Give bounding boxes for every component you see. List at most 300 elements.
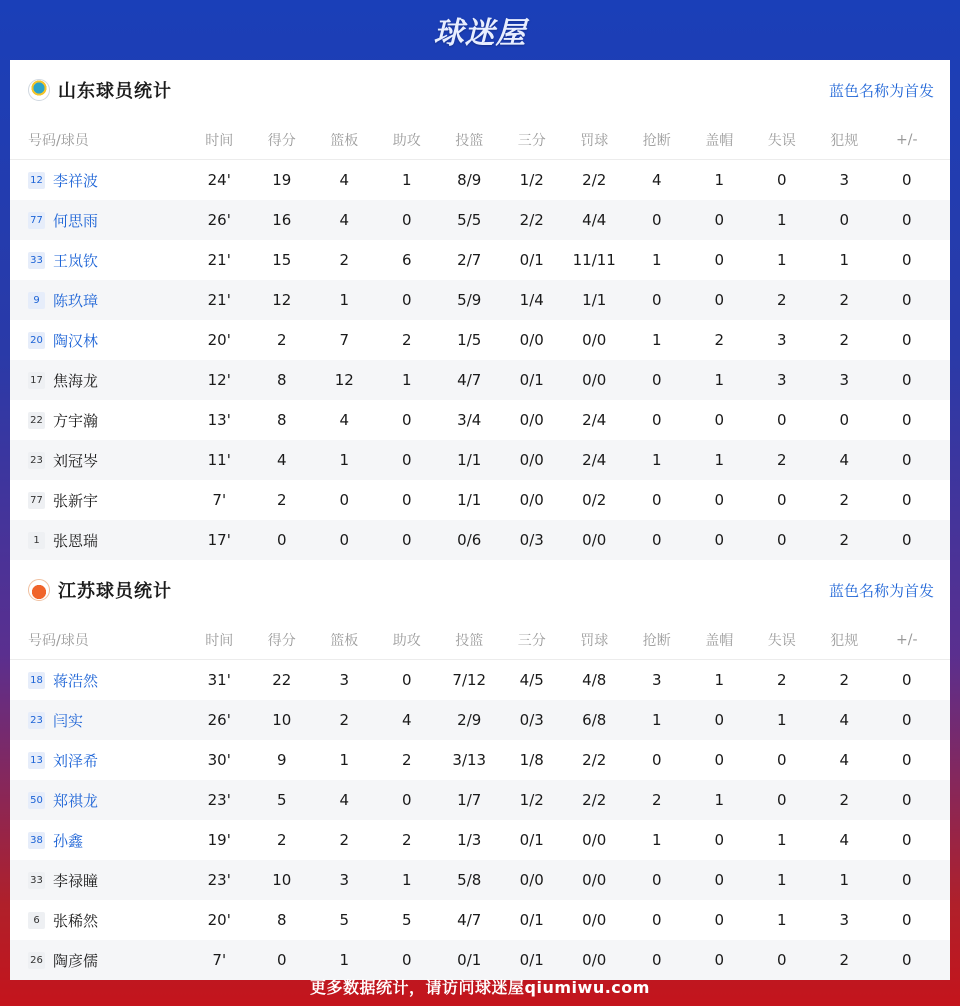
player-name[interactable]: 刘泽希	[53, 751, 99, 770]
player-name[interactable]: 王岚钦	[53, 251, 99, 270]
stat-cell: 0	[901, 871, 912, 889]
stat-cell: 0/3	[519, 711, 544, 729]
brand-logo: 球迷屋	[433, 16, 527, 51]
stat-cell: 4	[401, 711, 412, 729]
player-name[interactable]: 陶彦儒	[53, 951, 99, 970]
starter-legend: 蓝色名称为首发	[828, 581, 934, 600]
stat-cell: 0	[714, 831, 725, 849]
stat-cell: 4	[339, 171, 350, 189]
stat-cell: 8	[276, 371, 287, 389]
stat-cell: 0	[839, 411, 850, 429]
stat-cell: 8	[276, 411, 287, 429]
jersey-number: 1	[28, 532, 45, 549]
stat-cell: 4	[839, 711, 850, 729]
player-name[interactable]: 何思雨	[53, 211, 99, 230]
stat-cell: 2/7	[457, 251, 482, 269]
stat-cell: 1	[776, 711, 787, 729]
table-header	[10, 620, 950, 660]
stat-cell: 1	[401, 171, 412, 189]
stat-cell: 2	[339, 711, 350, 729]
player-row[interactable]	[10, 280, 950, 320]
stat-cell: 0	[901, 671, 912, 689]
stat-cell: 0	[401, 531, 412, 549]
stat-cell: 0	[651, 911, 662, 929]
column-header: 号码/球员	[28, 132, 89, 149]
player-cell	[10, 250, 188, 271]
stat-cell: 0	[776, 791, 787, 809]
player-row[interactable]	[10, 780, 950, 820]
stat-cell: 1/3	[457, 831, 482, 849]
player-cell	[10, 210, 188, 231]
jersey-number: 33	[28, 252, 45, 269]
stat-cell: 2	[839, 491, 850, 509]
stat-cell: 0/3	[519, 531, 544, 549]
stat-cell: 2	[401, 751, 412, 769]
column-header: +/-	[896, 131, 918, 148]
stat-cell: 2/2	[582, 791, 607, 809]
stat-cell: 0	[651, 411, 662, 429]
stat-cell: 0/1	[457, 951, 482, 969]
stat-cell: 1	[714, 451, 725, 469]
player-cell	[10, 910, 188, 931]
player-row[interactable]	[10, 320, 950, 360]
stat-cell: 1/5	[457, 331, 482, 349]
player-cell	[10, 830, 188, 851]
section-header	[10, 60, 950, 120]
stat-cell: 0	[651, 211, 662, 229]
stat-cell: 4	[839, 751, 850, 769]
stat-cell: 2	[401, 831, 412, 849]
column-header: 得分	[267, 132, 296, 149]
stat-cell: 8	[276, 911, 287, 929]
stat-cell: 1	[339, 291, 350, 309]
stat-cell: 10	[272, 711, 292, 729]
stat-cell: 0	[401, 791, 412, 809]
stat-cell: 0	[776, 951, 787, 969]
stat-cell: 0	[714, 291, 725, 309]
stat-cell: 31'	[207, 671, 231, 689]
stat-cell: 2	[839, 331, 850, 349]
stat-cell: 0	[901, 831, 912, 849]
stat-cell: 1	[339, 951, 350, 969]
stat-cell: 0	[714, 491, 725, 509]
player-cell	[10, 170, 188, 191]
stat-cell: 0/0	[582, 911, 607, 929]
column-header: 得分	[267, 632, 296, 649]
stat-cell: 0	[901, 291, 912, 309]
stat-cell: 2/4	[582, 411, 607, 429]
stat-cell: 21'	[207, 291, 231, 309]
jersey-number: 20	[28, 332, 45, 349]
stat-cell: 0/0	[519, 451, 544, 469]
stat-cell: 0	[714, 751, 725, 769]
stat-cell: 0	[401, 671, 412, 689]
player-name[interactable]: 张恩瑞	[53, 531, 99, 550]
stat-cell: 1	[839, 251, 850, 269]
stat-cell: 2/2	[582, 751, 607, 769]
stat-cell: 1	[651, 831, 662, 849]
stat-cell: 0	[901, 171, 912, 189]
jersey-number: 23	[28, 452, 45, 469]
player-cell	[10, 870, 188, 891]
stat-cell: 0	[339, 491, 350, 509]
player-row[interactable]	[10, 520, 950, 560]
team-section	[10, 560, 950, 980]
stat-cell: 0/0	[582, 331, 607, 349]
stat-cell: 0	[901, 531, 912, 549]
stat-cell: 0	[401, 291, 412, 309]
stat-cell: 1	[714, 791, 725, 809]
stat-cell: 19	[272, 171, 292, 189]
stat-cell: 1	[401, 871, 412, 889]
stat-cell: 30'	[207, 751, 231, 769]
footer-promo[interactable]: 更多数据统计，请访问球迷屋qiumiwu.com	[310, 977, 650, 997]
stat-cell: 0	[901, 491, 912, 509]
stat-cell: 1	[651, 251, 662, 269]
stat-cell: 3	[776, 331, 787, 349]
stat-cell: 0/1	[519, 911, 544, 929]
stat-cell: 7'	[212, 491, 227, 509]
stat-cell: 1/1	[457, 451, 482, 469]
stat-cell: 26'	[207, 711, 231, 729]
stat-cell: 0	[714, 951, 725, 969]
stat-cell: 0	[276, 951, 287, 969]
player-cell	[10, 330, 188, 351]
stats-card	[10, 60, 950, 970]
stat-cell: 0	[276, 531, 287, 549]
stat-cell: 5	[339, 911, 350, 929]
stat-cell: 11'	[207, 451, 231, 469]
stat-cell: 1	[714, 671, 725, 689]
stat-cell: 0	[839, 211, 850, 229]
column-header: 抢断	[642, 132, 671, 149]
stat-cell: 0/6	[457, 531, 482, 549]
player-name[interactable]: 方宇瀚	[53, 411, 99, 430]
stat-cell: 8/9	[457, 171, 482, 189]
stat-cell: 3/13	[452, 751, 487, 769]
column-header: 篮板	[330, 632, 359, 649]
stat-cell: 23'	[207, 871, 231, 889]
stat-cell: 23'	[207, 791, 231, 809]
stat-cell: 1/1	[582, 291, 607, 309]
stat-cell: 1	[776, 911, 787, 929]
player-row[interactable]	[10, 240, 950, 280]
jiangsu-team-logo-icon	[28, 579, 50, 601]
stat-cell: 1/4	[519, 291, 544, 309]
stat-cell: 2	[839, 531, 850, 549]
stat-cell: 0/2	[582, 491, 607, 509]
stat-cell: 2/2	[519, 211, 544, 229]
player-name[interactable]: 孙鑫	[53, 831, 84, 850]
stat-cell: 11/11	[572, 251, 616, 269]
section-header	[10, 560, 950, 620]
stat-cell: 1	[776, 831, 787, 849]
player-row[interactable]	[10, 700, 950, 740]
stat-cell: 0	[651, 871, 662, 889]
column-header: 助攻	[392, 132, 421, 149]
stat-cell: 1	[339, 751, 350, 769]
stat-cell: 0	[401, 211, 412, 229]
stat-cell: 0/0	[582, 871, 607, 889]
stat-cell: 1	[401, 371, 412, 389]
jersey-number: 6	[28, 912, 45, 929]
jersey-number: 50	[28, 792, 45, 809]
column-header: 投篮	[455, 132, 484, 149]
stat-cell: 4	[839, 831, 850, 849]
player-name[interactable]: 郑祺龙	[53, 791, 99, 810]
stat-cell: 1/7	[457, 791, 482, 809]
stat-cell: 6	[401, 251, 412, 269]
stat-cell: 0	[776, 171, 787, 189]
player-name[interactable]: 蒋浩然	[53, 671, 99, 690]
stat-cell: 4/8	[582, 671, 607, 689]
stat-cell: 0	[901, 451, 912, 469]
stat-cell: 0	[714, 711, 725, 729]
player-row[interactable]	[10, 160, 950, 200]
stat-cell: 20'	[207, 911, 231, 929]
stat-cell: 1	[839, 871, 850, 889]
player-name[interactable]: 闫实	[53, 711, 84, 730]
player-row[interactable]	[10, 400, 950, 440]
column-header: 盖帽	[705, 632, 734, 649]
stat-cell: 4	[276, 451, 287, 469]
stat-cell: 0	[901, 331, 912, 349]
stat-cell: 2	[339, 831, 350, 849]
stat-cell: 24'	[207, 171, 231, 189]
stat-cell: 26'	[207, 211, 231, 229]
stat-cell: 4	[651, 171, 662, 189]
player-cell	[10, 410, 188, 431]
stat-cell: 7	[339, 331, 350, 349]
team-name: 江苏球员统计	[58, 581, 172, 602]
stat-cell: 0/0	[519, 491, 544, 509]
stat-cell: 3	[651, 671, 662, 689]
stat-cell: 12	[272, 291, 292, 309]
player-name[interactable]: 李禄瞳	[53, 871, 99, 890]
team-name: 山东球员统计	[58, 81, 172, 102]
team-title	[28, 577, 172, 603]
stat-cell: 2	[839, 791, 850, 809]
stat-cell: 0/1	[519, 251, 544, 269]
stat-cell: 0	[714, 211, 725, 229]
stat-cell: 0	[339, 531, 350, 549]
stat-cell: 3	[339, 671, 350, 689]
stat-cell: 21'	[207, 251, 231, 269]
shandong-team-logo-icon	[28, 79, 50, 101]
stat-cell: 1	[776, 251, 787, 269]
stat-cell: 2	[839, 671, 850, 689]
jersey-number: 33	[28, 872, 45, 889]
player-name[interactable]: 张新宇	[53, 491, 99, 510]
stat-cell: 0	[901, 411, 912, 429]
stat-cell: 17'	[207, 531, 231, 549]
player-cell	[10, 490, 188, 511]
jersey-number: 9	[28, 292, 45, 309]
stat-cell: 3	[776, 371, 787, 389]
player-name[interactable]: 陶汉林	[53, 331, 99, 350]
stat-cell: 0	[401, 411, 412, 429]
stat-cell: 5/9	[457, 291, 482, 309]
column-header: 罚球	[580, 132, 609, 149]
stat-cell: 2	[839, 291, 850, 309]
stat-cell: 0	[901, 951, 912, 969]
column-header: 助攻	[392, 632, 421, 649]
player-cell	[10, 790, 188, 811]
stat-cell: 2	[276, 491, 287, 509]
jersey-number: 77	[28, 492, 45, 509]
jersey-number: 18	[28, 672, 45, 689]
stat-cell: 0/0	[519, 331, 544, 349]
stat-cell: 0	[651, 491, 662, 509]
jersey-number: 12	[28, 172, 45, 189]
stat-cell: 12'	[207, 371, 231, 389]
stat-cell: 1	[651, 711, 662, 729]
stat-cell: 0/0	[519, 411, 544, 429]
player-cell	[10, 710, 188, 731]
column-header: 失误	[767, 132, 796, 149]
player-cell	[10, 290, 188, 311]
stat-cell: 3	[839, 911, 850, 929]
stat-cell: 5/5	[457, 211, 482, 229]
stat-cell: 2	[776, 451, 787, 469]
column-header: 犯规	[830, 632, 859, 649]
column-header: 投篮	[455, 632, 484, 649]
stat-cell: 0/1	[519, 951, 544, 969]
stat-cell: 0/0	[582, 831, 607, 849]
stat-cell: 1/2	[519, 791, 544, 809]
stat-cell: 22	[272, 671, 292, 689]
team-section	[10, 60, 950, 560]
stat-cell: 0	[901, 371, 912, 389]
player-row[interactable]	[10, 440, 950, 480]
stat-cell: 0	[401, 451, 412, 469]
player-row[interactable]	[10, 860, 950, 900]
stat-cell: 0	[901, 751, 912, 769]
stat-cell: 1	[714, 371, 725, 389]
team-title	[28, 77, 172, 103]
stat-cell: 4	[339, 791, 350, 809]
stat-cell: 10	[272, 871, 292, 889]
player-row[interactable]	[10, 820, 950, 860]
starter-legend: 蓝色名称为首发	[828, 81, 934, 100]
stat-cell: 0/0	[582, 531, 607, 549]
column-header: 三分	[517, 132, 546, 149]
stat-cell: 0	[776, 491, 787, 509]
stat-cell: 9	[276, 751, 287, 769]
stat-cell: 12	[334, 371, 354, 389]
stat-cell: 4/7	[457, 371, 482, 389]
column-header: +/-	[896, 631, 918, 648]
stat-cell: 4	[839, 451, 850, 469]
player-name[interactable]: 焦海龙	[53, 371, 99, 390]
stat-cell: 0/0	[582, 371, 607, 389]
player-row[interactable]	[10, 480, 950, 520]
player-cell	[10, 450, 188, 471]
stat-cell: 2	[776, 291, 787, 309]
stat-cell: 0/0	[519, 871, 544, 889]
stat-cell: 6/8	[582, 711, 607, 729]
stat-cell: 0	[651, 951, 662, 969]
jersey-number: 22	[28, 412, 45, 429]
stat-cell: 5/8	[457, 871, 482, 889]
stat-cell: 0	[901, 911, 912, 929]
column-header: 抢断	[642, 632, 671, 649]
stat-cell: 2/2	[582, 171, 607, 189]
player-row[interactable]	[10, 200, 950, 240]
stat-cell: 7'	[212, 951, 227, 969]
stat-cell: 3	[839, 171, 850, 189]
stat-cell: 5	[276, 791, 287, 809]
stat-cell: 1/1	[457, 491, 482, 509]
column-header: 时间	[205, 132, 234, 149]
stat-cell: 2	[651, 791, 662, 809]
stat-cell: 0	[401, 951, 412, 969]
stat-cell: 3	[839, 371, 850, 389]
stat-cell: 0	[714, 871, 725, 889]
stat-cell: 1	[776, 871, 787, 889]
stat-cell: 0	[901, 251, 912, 269]
stat-cell: 5	[401, 911, 412, 929]
player-row[interactable]	[10, 660, 950, 700]
jersey-number: 26	[28, 952, 45, 969]
player-row[interactable]	[10, 740, 950, 780]
player-cell	[10, 370, 188, 391]
stat-cell: 2	[714, 331, 725, 349]
player-name[interactable]: 李祥波	[53, 171, 99, 190]
stat-cell: 1	[651, 331, 662, 349]
stat-cell: 0	[714, 411, 725, 429]
player-row[interactable]	[10, 900, 950, 940]
stat-cell: 0	[901, 791, 912, 809]
stat-cell: 1/8	[519, 751, 544, 769]
stat-cell: 0	[901, 711, 912, 729]
stat-cell: 2	[776, 671, 787, 689]
jersey-number: 77	[28, 212, 45, 229]
stat-cell: 2	[401, 331, 412, 349]
jersey-number: 13	[28, 752, 45, 769]
stat-cell: 0/1	[519, 371, 544, 389]
stat-cell: 0	[651, 291, 662, 309]
stat-cell: 19'	[207, 831, 231, 849]
column-header: 三分	[517, 632, 546, 649]
stat-cell: 0	[651, 531, 662, 549]
player-name[interactable]: 陈玖璋	[53, 291, 99, 310]
column-header: 犯规	[830, 132, 859, 149]
player-row[interactable]	[10, 360, 950, 400]
table-header	[10, 120, 950, 160]
stat-cell: 0	[714, 911, 725, 929]
stat-cell: 2	[276, 331, 287, 349]
stat-cell: 3/4	[457, 411, 482, 429]
player-name[interactable]: 刘冠岑	[53, 451, 99, 470]
stat-cell: 1	[714, 171, 725, 189]
stat-cell: 7/12	[452, 671, 487, 689]
stat-cell: 1/2	[519, 171, 544, 189]
stat-cell: 20'	[207, 331, 231, 349]
stat-cell: 0	[776, 751, 787, 769]
stat-cell: 4	[339, 411, 350, 429]
stat-cell: 0	[651, 751, 662, 769]
stat-cell: 2/4	[582, 451, 607, 469]
jersey-number: 17	[28, 372, 45, 389]
stat-cell: 2/9	[457, 711, 482, 729]
player-name[interactable]: 张稀然	[53, 911, 99, 930]
stat-cell: 0	[776, 411, 787, 429]
stat-cell: 3	[339, 871, 350, 889]
stat-cell: 1	[339, 451, 350, 469]
column-header: 罚球	[580, 632, 609, 649]
stat-cell: 2	[276, 831, 287, 849]
